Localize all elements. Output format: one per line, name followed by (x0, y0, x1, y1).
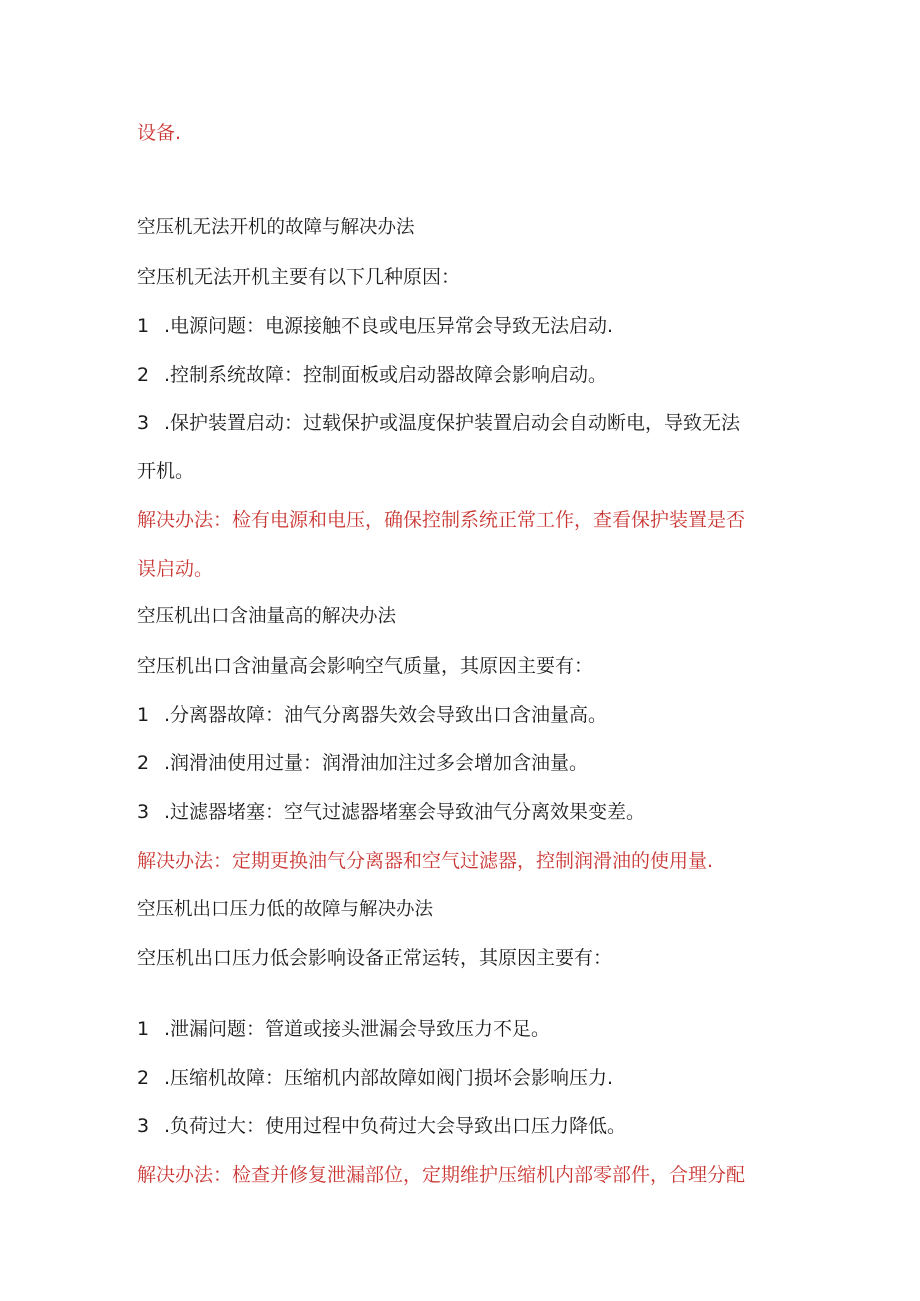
section-3-item-3 (137, 1114, 626, 1138)
item-text: .保护装置启动：过载保护或温度保护装置启动会自动断电，导致无法 (164, 412, 741, 434)
section-3-lead: 空压机出口压力低会影响设备正常运转，其原因主要有： (137, 947, 613, 969)
item-number: 1 (137, 1018, 150, 1040)
section-1-solution-cont: 误启动。 (137, 558, 214, 580)
section-2-item-1 (137, 703, 607, 727)
section-1-item-1 (137, 314, 613, 338)
item-text: .过滤器堵塞：空气过滤器堵塞会导致油气分离效果变差。 (164, 801, 646, 823)
section-1-lead: 空压机无法开机主要有以下几种原因： (137, 266, 461, 288)
item-text: .压缩机故障：压缩机内部故障如阀门损坏会影响压力. (164, 1067, 614, 1089)
item-text: .泄漏问题：管道或接头泄漏会导致压力不足。 (164, 1018, 551, 1040)
section-2-item-2 (137, 751, 588, 775)
section-3-solution: 解决办法：检查并修复泄漏部位，定期维护压缩机内部零部件，合理分配 (137, 1164, 746, 1186)
section-1-item-3 (137, 411, 740, 435)
section-1-solution: 解决办法：检有电源和电压，确保控制系统正常工作，查看保护装置是否 (137, 509, 746, 531)
item-number: 3 (137, 412, 150, 434)
item-number: 2 (137, 1067, 150, 1089)
section-1-item-3-cont: 开机。 (137, 460, 195, 482)
item-text: .控制系统故障：控制面板或启动器故障会影响启动。 (164, 364, 608, 386)
item-text: .电源问题：电源接触不良或电压异常会导致无法启动. (164, 315, 614, 337)
section-1-item-2 (137, 363, 607, 387)
item-number: 3 (137, 1115, 150, 1137)
item-number: 3 (137, 801, 150, 823)
section-1-title: 空压机无法开机的故障与解决办法 (137, 217, 415, 238)
section-2-item-3 (137, 800, 645, 824)
section-2-lead: 空压机出口含油量高会影响空气质量，其原因主要有： (137, 655, 594, 677)
section-3-item-2 (137, 1066, 613, 1090)
section-3-item-1 (137, 1017, 550, 1041)
item-number: 1 (137, 704, 150, 726)
item-text: .负荷过大：使用过程中负荷过大会导致出口压力降低。 (164, 1115, 627, 1137)
item-text: .润滑油使用过量：润滑油加注过多会增加含油量。 (164, 752, 589, 774)
intro-tail-text: 设备. (137, 122, 182, 144)
section-3-title: 空压机出口压力低的故障与解决办法 (137, 899, 434, 920)
item-number: 2 (137, 364, 150, 386)
section-2-solution: 解决办法：定期更换油气分离器和空气过滤器，控制润滑油的使用量. (137, 850, 714, 872)
item-number: 2 (137, 752, 150, 774)
item-text: .分离器故障：油气分离器失效会导致出口含油量高。 (164, 704, 608, 726)
item-number: 1 (137, 315, 150, 337)
section-2-title: 空压机出口含油量高的解决办法 (137, 606, 397, 627)
